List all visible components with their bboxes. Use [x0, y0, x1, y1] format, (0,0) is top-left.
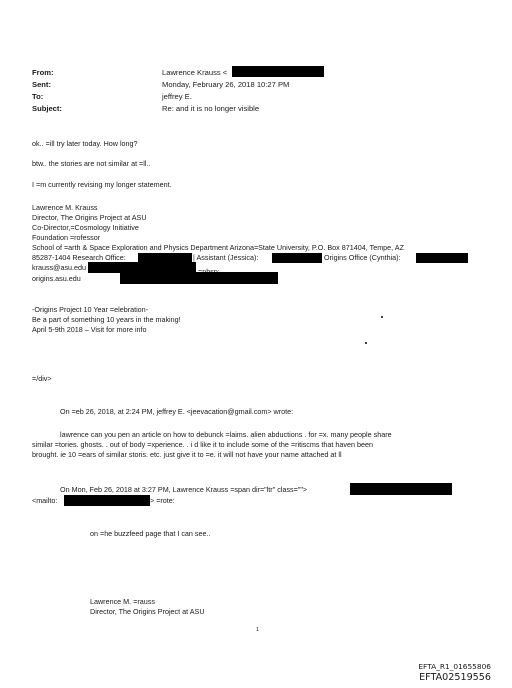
signature-name: Lawrence M. Krauss	[32, 203, 98, 212]
signature-address-2c: Origins Office (Cynthia):	[324, 253, 401, 262]
quote1-line-1: lawrence can you pen an article on how to debunck =laims. alien abductions . for =x. many people share	[60, 430, 392, 439]
redaction-quote2-mailto	[64, 495, 150, 506]
sent-label: Sent:	[32, 80, 51, 89]
signature-address-1: School of =arth & Space Exploration and Physics Department Arizona=State University, P.O. Box 871404, Tempe, AZ	[32, 243, 404, 252]
signature-email: krauss@asu.edu	[32, 263, 87, 272]
page-number: 1	[256, 627, 260, 633]
redaction-quote2-email	[350, 483, 452, 495]
body-line-2: btw.. the stories are not similar at =ll..	[32, 159, 151, 168]
to-label: To:	[32, 92, 44, 101]
signature-address-2b: | Assistant (Jessica):	[193, 253, 259, 262]
quote2-body: on =he buzzfeed page that I can see..	[90, 529, 211, 538]
quote1-line-3: brought. ie 10 =ears of similar storis. etc. just give it to =e. it will not have your name attached at ll	[32, 450, 342, 459]
quote1-line-2: similar =tories. ghosts. . out of body =xperience. . i d like it to include some of the =ritiscms that haven been	[32, 440, 373, 449]
quote2-signature-name: Lawrence M. =rauss	[90, 597, 155, 606]
promo-line-3: April 5-9th 2018 – Visit for more info	[32, 325, 147, 334]
stray-mark	[365, 342, 367, 344]
stray-mark	[381, 316, 383, 318]
signature-title-3: Foundation =rofessor	[32, 233, 101, 242]
to-value: jeffrey E.	[162, 92, 192, 101]
subject-value: Re: and it is no longer visible	[162, 104, 260, 113]
redaction-website-line	[120, 272, 278, 284]
from-value: Lawrence Krauss <	[162, 68, 228, 77]
div-close-tag: =/div>	[32, 374, 52, 383]
quote2-mailto: <mailto:	[32, 496, 58, 505]
quote2-wrote: > =rote:	[150, 496, 175, 505]
body-line-3: I =m currently revising my longer statement.	[32, 180, 172, 189]
promo-line-1: -Origins Project 10 Year =elebration-	[32, 305, 149, 314]
redaction-assistant	[272, 253, 322, 263]
redaction-origins-office	[416, 253, 468, 263]
footer-ref-2: EFTA02519556	[419, 672, 491, 683]
promo-line-2: Be a part of something 10 years in the making!	[32, 315, 181, 324]
sent-value: Monday, February 26, 2018 10:27 PM	[162, 80, 290, 89]
footer-ref-1: EFTA_R1_01655806	[418, 662, 491, 671]
signature-website: origins.asu.edu	[32, 274, 81, 283]
quote2-signature-title: Director, The Origins Project at ASU	[90, 607, 205, 616]
subject-label: Subject:	[32, 104, 62, 113]
quote1-header: On =eb 26, 2018, at 2:24 PM, jeffrey E. <jeevacation@gmail.com> wrote:	[60, 407, 294, 416]
quote2-header: On Mon, Feb 26, 2018 at 3:27 PM, Lawrence Krauss =span dir="ltr" class="">	[60, 485, 308, 494]
signature-address-2a: 85287-1404 Research Office:	[32, 253, 126, 262]
redaction-from-email	[232, 66, 324, 77]
signature-title-2: Co-Director,=Cosmology Initiative	[32, 223, 139, 232]
signature-title-1: Director, The Origins Project at ASU	[32, 213, 147, 222]
body-line-1: ok.. =ill try later today. How long?	[32, 139, 138, 148]
from-label: From:	[32, 68, 54, 77]
